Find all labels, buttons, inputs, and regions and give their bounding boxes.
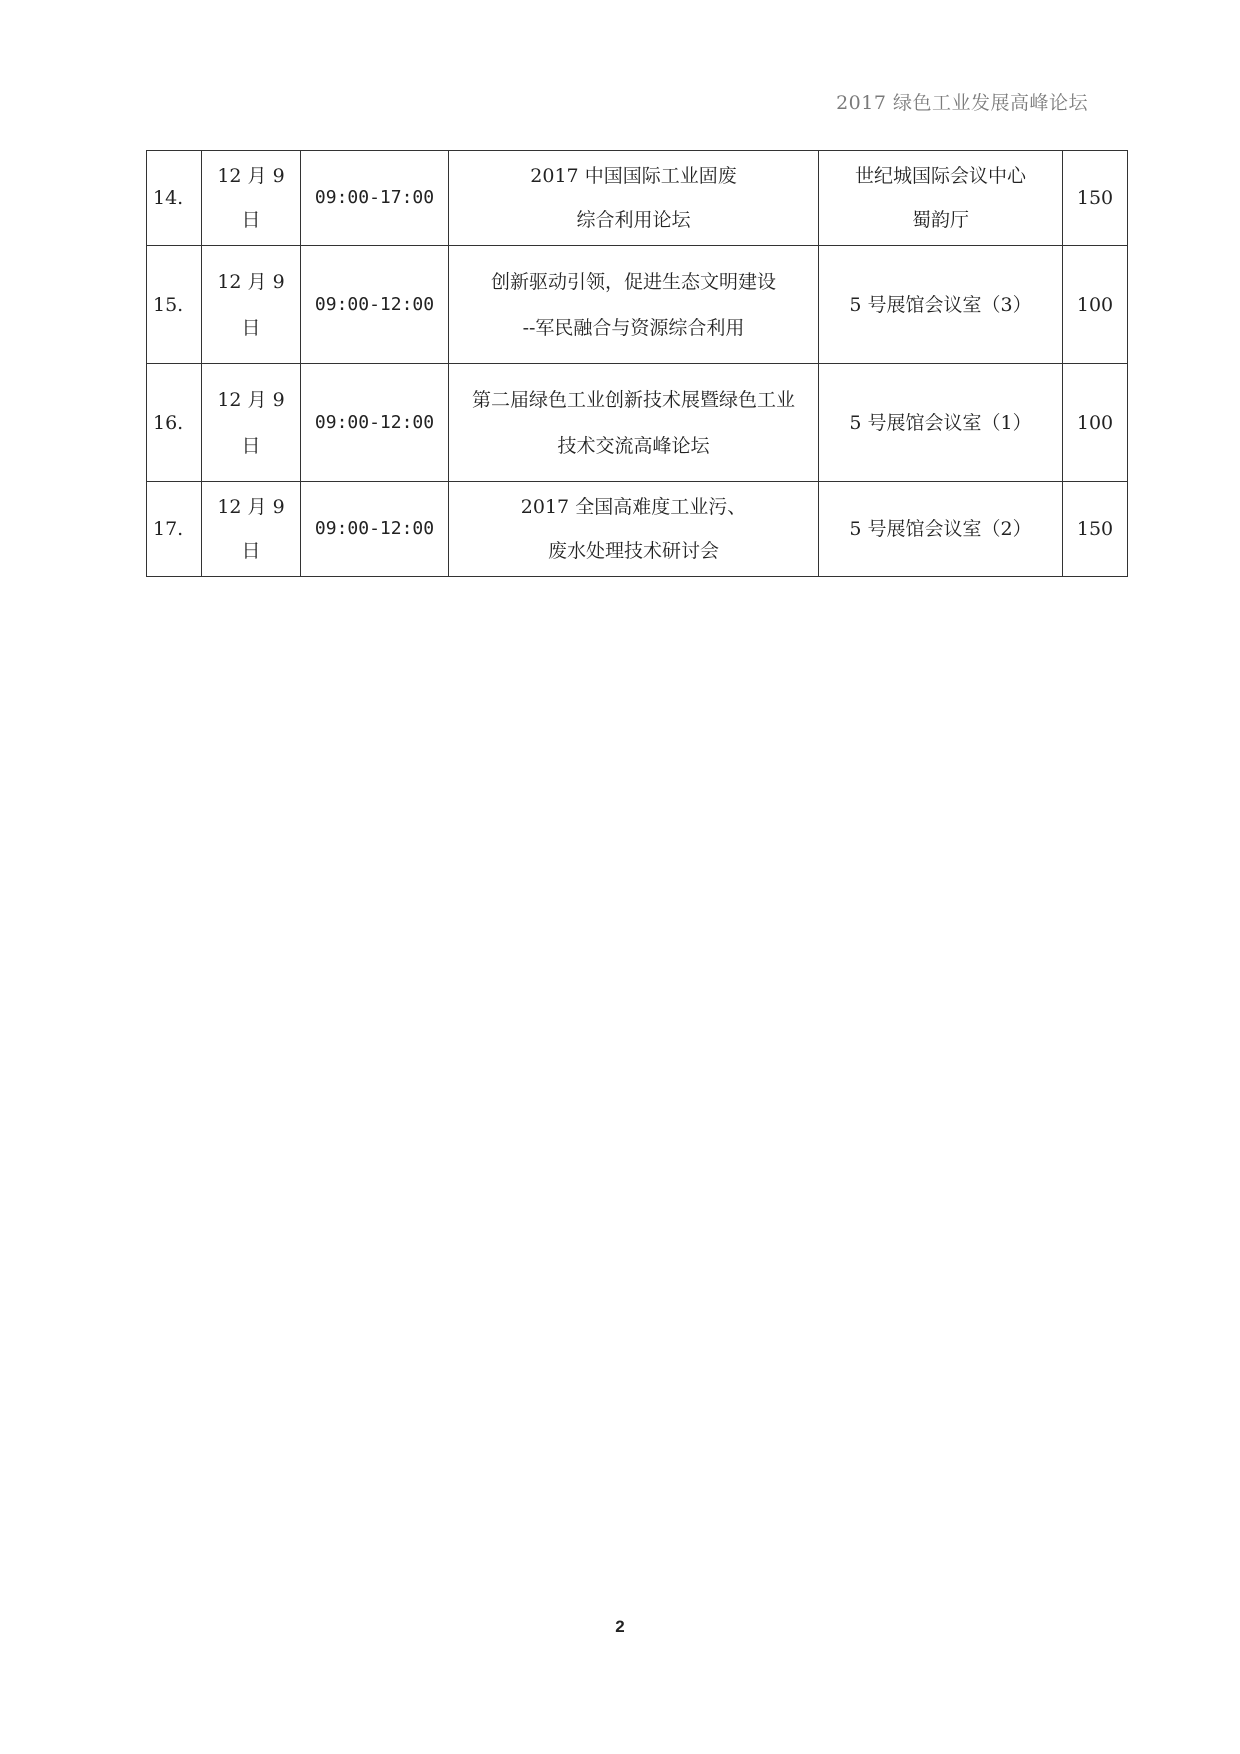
topic-line: 2017 中国国际工业固废: [530, 165, 737, 187]
topic-line: 创新驱动引领，促进生态文明建设: [490, 270, 776, 293]
schedule-table: [146, 150, 1128, 577]
date-cell: 12 月 9 日: [202, 364, 301, 482]
venue-line: 5 号展馆会议室（3）: [849, 293, 1032, 316]
page-number: 2: [615, 1617, 625, 1636]
venue-cell: [819, 364, 1063, 482]
table-row: [147, 364, 1128, 482]
venue-line: 5 号展馆会议室（2）: [849, 518, 1032, 540]
row-number-cell: 14.: [147, 151, 202, 246]
date-cell: 12 月 9 日: [202, 482, 301, 577]
topic-line: 第二届绿色工业创新技术展暨绿色工业: [471, 388, 795, 411]
row-number-cell: 16.: [147, 364, 202, 482]
time-cell: 09:00-12:00: [301, 364, 449, 482]
table-row: [147, 151, 1128, 246]
date-cell: 12 月 9 日: [202, 246, 301, 364]
topic-line: 综合利用论坛: [576, 209, 691, 231]
page-header-title: 2017 绿色工业发展高峰论坛: [836, 92, 1088, 114]
topic-cell: [449, 246, 819, 364]
time-cell: 09:00-12:00: [301, 482, 449, 577]
venue-line: 世纪城国际会议中心: [854, 165, 1026, 187]
date-cell: 12 月 9 日: [202, 151, 301, 246]
seats-cell: 100: [1063, 246, 1128, 364]
table-row: [147, 482, 1128, 577]
venue-line: 5 号展馆会议室（1）: [849, 411, 1032, 434]
seats-cell: 150: [1063, 482, 1128, 577]
row-number-cell: 17.: [147, 482, 202, 577]
venue-line: 蜀韵厅: [911, 209, 969, 231]
topic-line: 技术交流高峰论坛: [557, 434, 710, 457]
seats-cell: 150: [1063, 151, 1128, 246]
topic-line: --军民融合与资源综合利用: [522, 316, 745, 339]
time-cell: 09:00-17:00: [301, 151, 449, 246]
topic-line: 废水处理技术研讨会: [547, 540, 719, 562]
seats-cell: 100: [1063, 364, 1128, 482]
time-cell: 09:00-12:00: [301, 246, 449, 364]
topic-cell: [449, 482, 819, 577]
venue-cell: [819, 151, 1063, 246]
topic-cell: [449, 364, 819, 482]
table-row: [147, 246, 1128, 364]
row-number-cell: 15.: [147, 246, 202, 364]
venue-cell: [819, 482, 1063, 577]
venue-cell: [819, 246, 1063, 364]
topic-cell: [449, 151, 819, 246]
topic-line: 2017 全国高难度工业污、: [520, 496, 747, 518]
